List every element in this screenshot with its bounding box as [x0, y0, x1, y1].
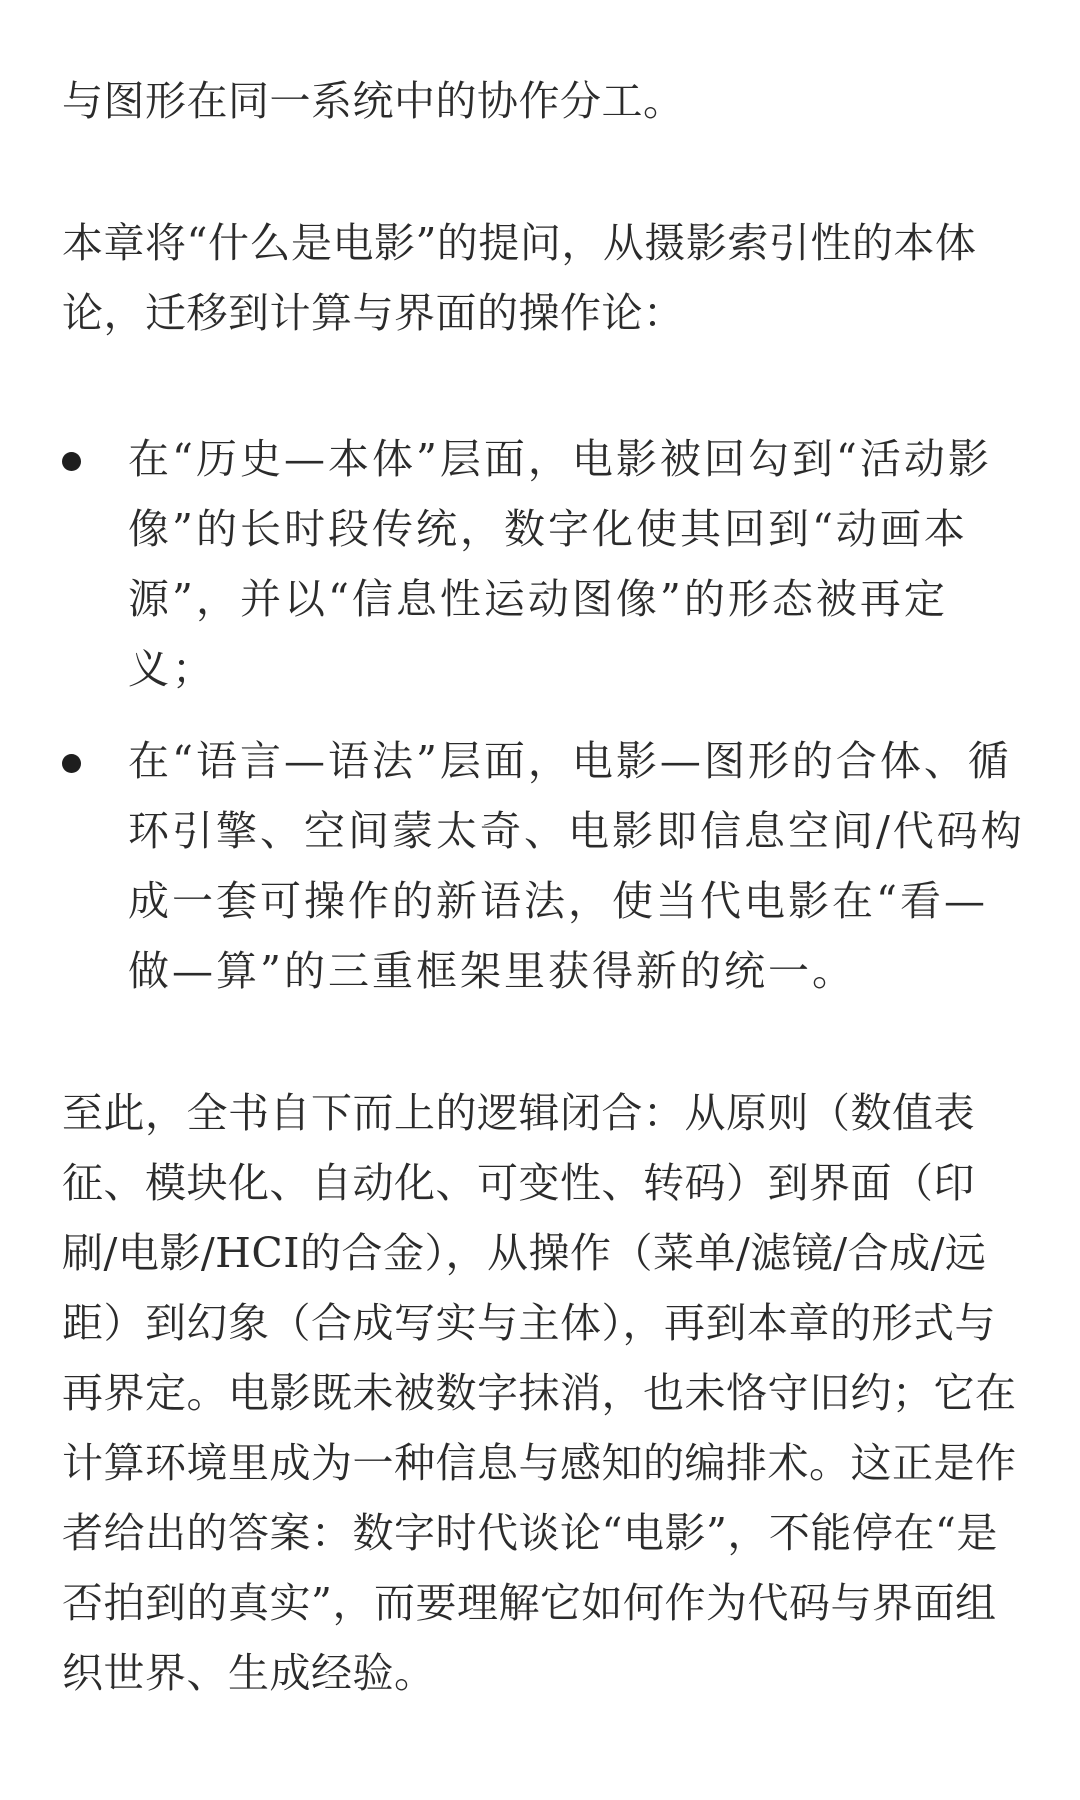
bullet-list [62, 424, 1028, 1006]
bullet-dot-icon [62, 452, 81, 471]
list-item-text: 在“历史—本体”层面，电影被回勾到“活动影像”的长时段传统，数字化使其回到“动画本源”，并以“信息性运动图像”的形态被再定义； [128, 435, 992, 693]
list-item [62, 726, 1028, 1006]
article-body [62, 66, 1028, 1708]
paragraph-continuation: 与图形在同一系统中的协作分工。 [62, 77, 685, 125]
bullet-dot-icon [62, 754, 81, 773]
list-item [62, 424, 1028, 704]
paragraph-conclusion: 至此，全书自下而上的逻辑闭合：从原则（数值表征、模块化、自动化、可变性、转码）到界面（印刷/电影/HCI的合金），从操作（菜单/滤镜/合成/远距）到幻象（合成写实与主体），再到本章的形式与再界定。电影既未被数字抹消，也未恪守旧约；它在计算环境里成为一种信息与感知的编排术。这正是作者给出的答案：数字时代谈论“电影”，不能停在“是否拍到的真实”，而要理解它如何作为代码与界面组织世界、生成经验。 [62, 1089, 1017, 1697]
list-item-text: 在“语言—语法”层面，电影—图形的合体、循环引擎、空间蒙太奇、电影即信息空间/代码构成一套可操作的新语法，使当代电影在“看—做—算”的三重框架里获得新的统一。 [128, 737, 1025, 995]
paragraph-chapter-intro: 本章将“什么是电影”的提问，从摄影索引性的本体论，迁移到计算与界面的操作论： [62, 219, 977, 337]
